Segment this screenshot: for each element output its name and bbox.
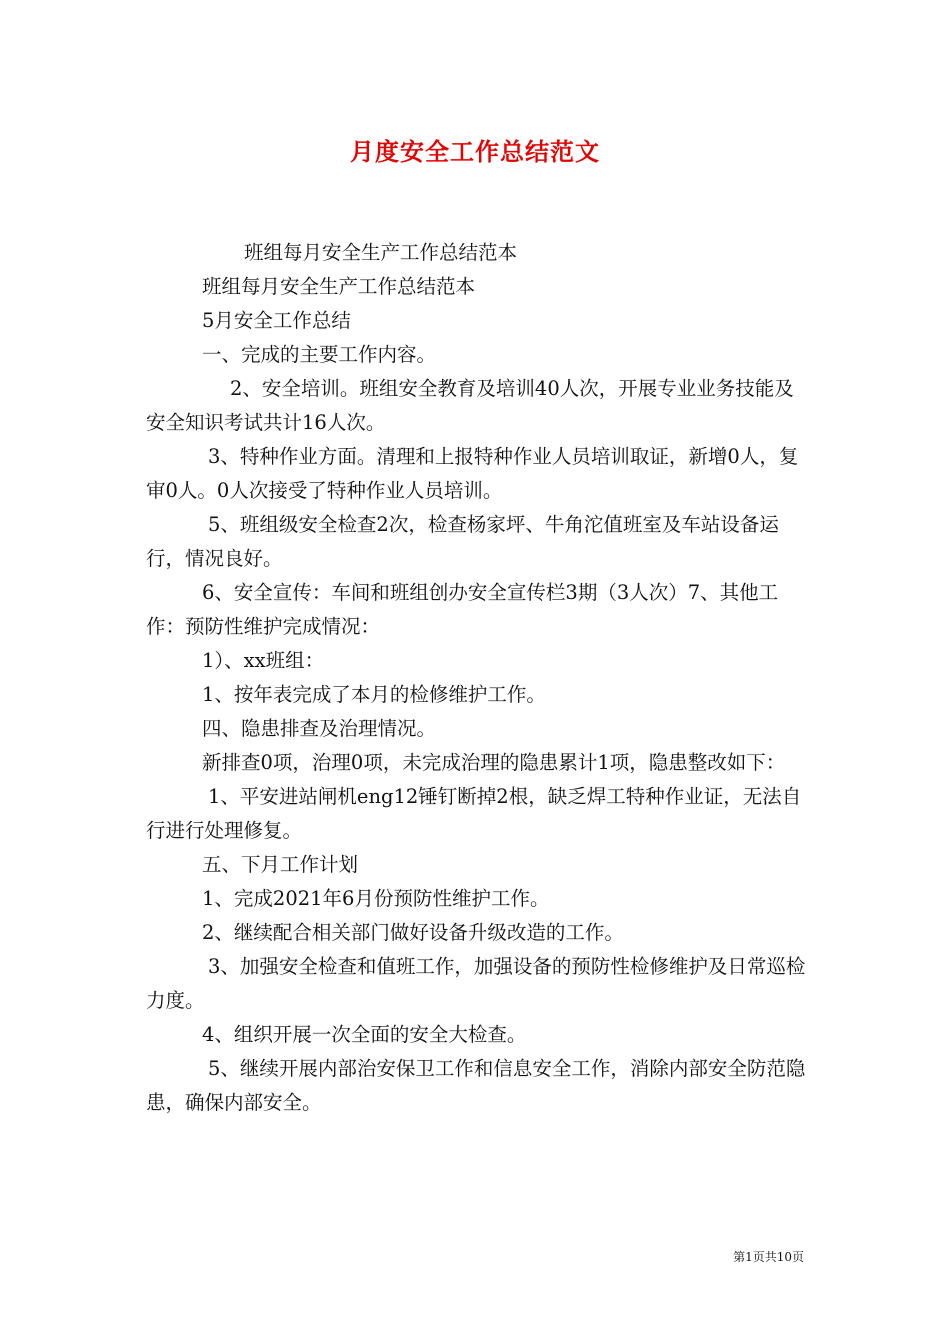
document-body (146, 236, 810, 1120)
paragraph: 1、完成2021年6月份预防性维护工作。 (202, 887, 550, 910)
paragraph: 3、加强安全检查和值班工作，加强设备的预防性检修维护及日常巡检力度。 (146, 955, 806, 1012)
paragraph: 5、继续开展内部治安保卫工作和信息安全工作，消除内部安全防范隐患，确保内部安全。 (146, 1057, 806, 1114)
paragraph: 2、安全培训。班组安全教育及培训40人次，开展专业业务技能及安全知识考试共计16人次。 (146, 377, 794, 434)
paragraph: 3、特种作业方面。清理和上报特种作业人员培训取证，新增0人，复审0人。0人次接受了特种作业人员培训。 (146, 445, 799, 502)
paragraph: 1、按年表完成了本月的检修维护工作。 (202, 683, 546, 706)
paragraph: 6、安全宣传：车间和班组创办安全宣传栏3期（3人次）7、其他工作：预防性维护完成情况： (146, 581, 779, 638)
page-number: 第1页共10页 (733, 1250, 804, 1264)
paragraph: 1）、xx班组： (202, 649, 325, 672)
paragraph: 四、隐患排查及治理情况。 (202, 717, 437, 740)
paragraph: 一、完成的主要工作内容。 (202, 343, 437, 366)
paragraph: 新排查0项，治理0项，未完成治理的隐患累计1项，隐患整改如下： (202, 751, 786, 774)
paragraph: 班组每月安全生产工作总结范本 (202, 275, 476, 298)
document-title: 月度安全工作总结范文 (350, 138, 600, 166)
paragraph: 4、组织开展一次全面的安全大检查。 (202, 1023, 527, 1046)
paragraph: 5、班组级安全检查2次，检查杨家坪、牛角沱值班室及车站设备运行，情况良好。 (146, 513, 779, 570)
paragraph: 2、继续配合相关部门做好设备升级改造的工作。 (202, 921, 624, 944)
paragraph: 班组每月安全生产工作总结范本 (244, 241, 518, 264)
paragraph: 五、下月工作计划 (202, 853, 359, 876)
paragraph: 5月安全工作总结 (202, 309, 351, 332)
paragraph: 1、平安进站闸机eng12锤钉断掉2根，缺乏焊工特种作业证，无法自行进行处理修复。 (146, 785, 802, 842)
